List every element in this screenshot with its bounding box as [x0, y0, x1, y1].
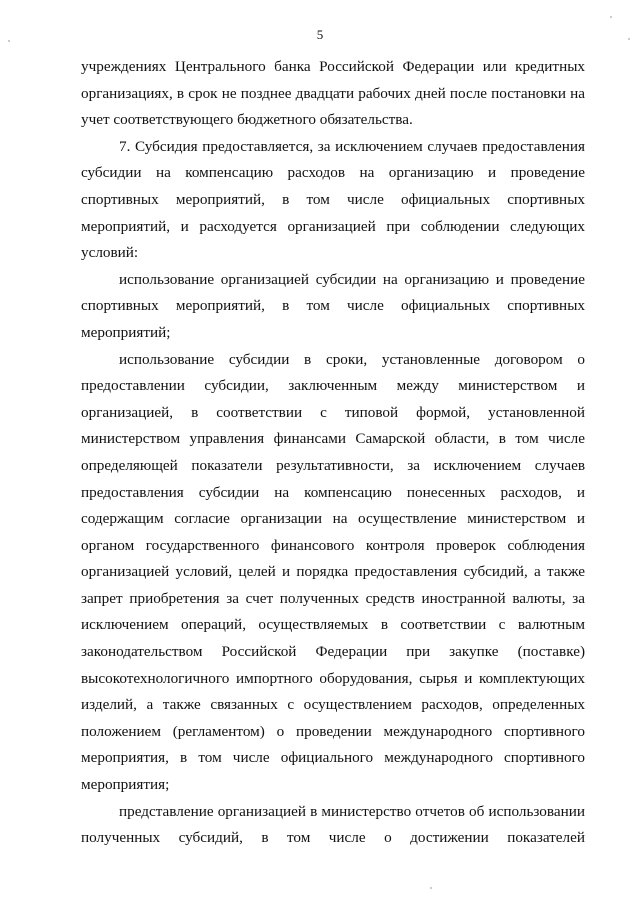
paragraph-condition-2: использование субсидии в сроки, установленные договором о предоставлении субсидии, заключенным между министерством и организацией, в соответствии с типовой формой, установленной министерством управления финансами Самарской области, в том числе определяющей показатели результативности, за исключением случаев предоставления субсидии на компенсацию понесенных расходов, и содержащим согласие организации на осуществление министерством и органом государственного финансового контроля проверок соблюдения организацией условий, целей и порядка предоставления субсидий, а также запрет приобретения за счет полученных средств иностранной валюты, за исключением операций, осуществляемых в соответствии с валютным законодательством Российской Федерации при закупке (поставке) высокотехнологичного импортного оборудования, сырья и комплектующих изделий, а также связанных с осуществлением расходов, определенных положением (регламентом) о проведении международного спортивного мероприятия, в том числе официального международного спортивного мероприятия; — [81, 350, 585, 794]
scan-speck — [430, 887, 432, 889]
paragraph-clause-7: 7. Субсидия предоставляется, за исключением случаев предоставления субсидии на компенсацию расходов на организацию и проведение спортивных мероприятий, в том числе официальных спортивных мероприятий, и расходуется организацией при соблюдении следующих условий: — [81, 137, 585, 262]
scan-speck — [628, 38, 630, 40]
paragraph-condition-3: представление организацией в министерство отчетов об использовании полученных субсидий, в том числе о достижении показателей — [81, 802, 585, 847]
document-body — [81, 54, 585, 852]
scan-speck — [8, 40, 10, 42]
scan-speck — [610, 16, 612, 18]
paragraph-continuation: учреждениях Центрального банка Российской Федерации или кредитных организациях, в срок не позднее двадцати рабочих дней после постановки на учет соответствующего бюджетного обязательства. — [81, 58, 585, 129]
page-number: 5 — [316, 27, 324, 42]
paragraph-condition-1: использование организацией субсидии на организацию и проведение спортивных мероприятий, в том числе официальных спортивных мероприятий; — [81, 270, 585, 341]
